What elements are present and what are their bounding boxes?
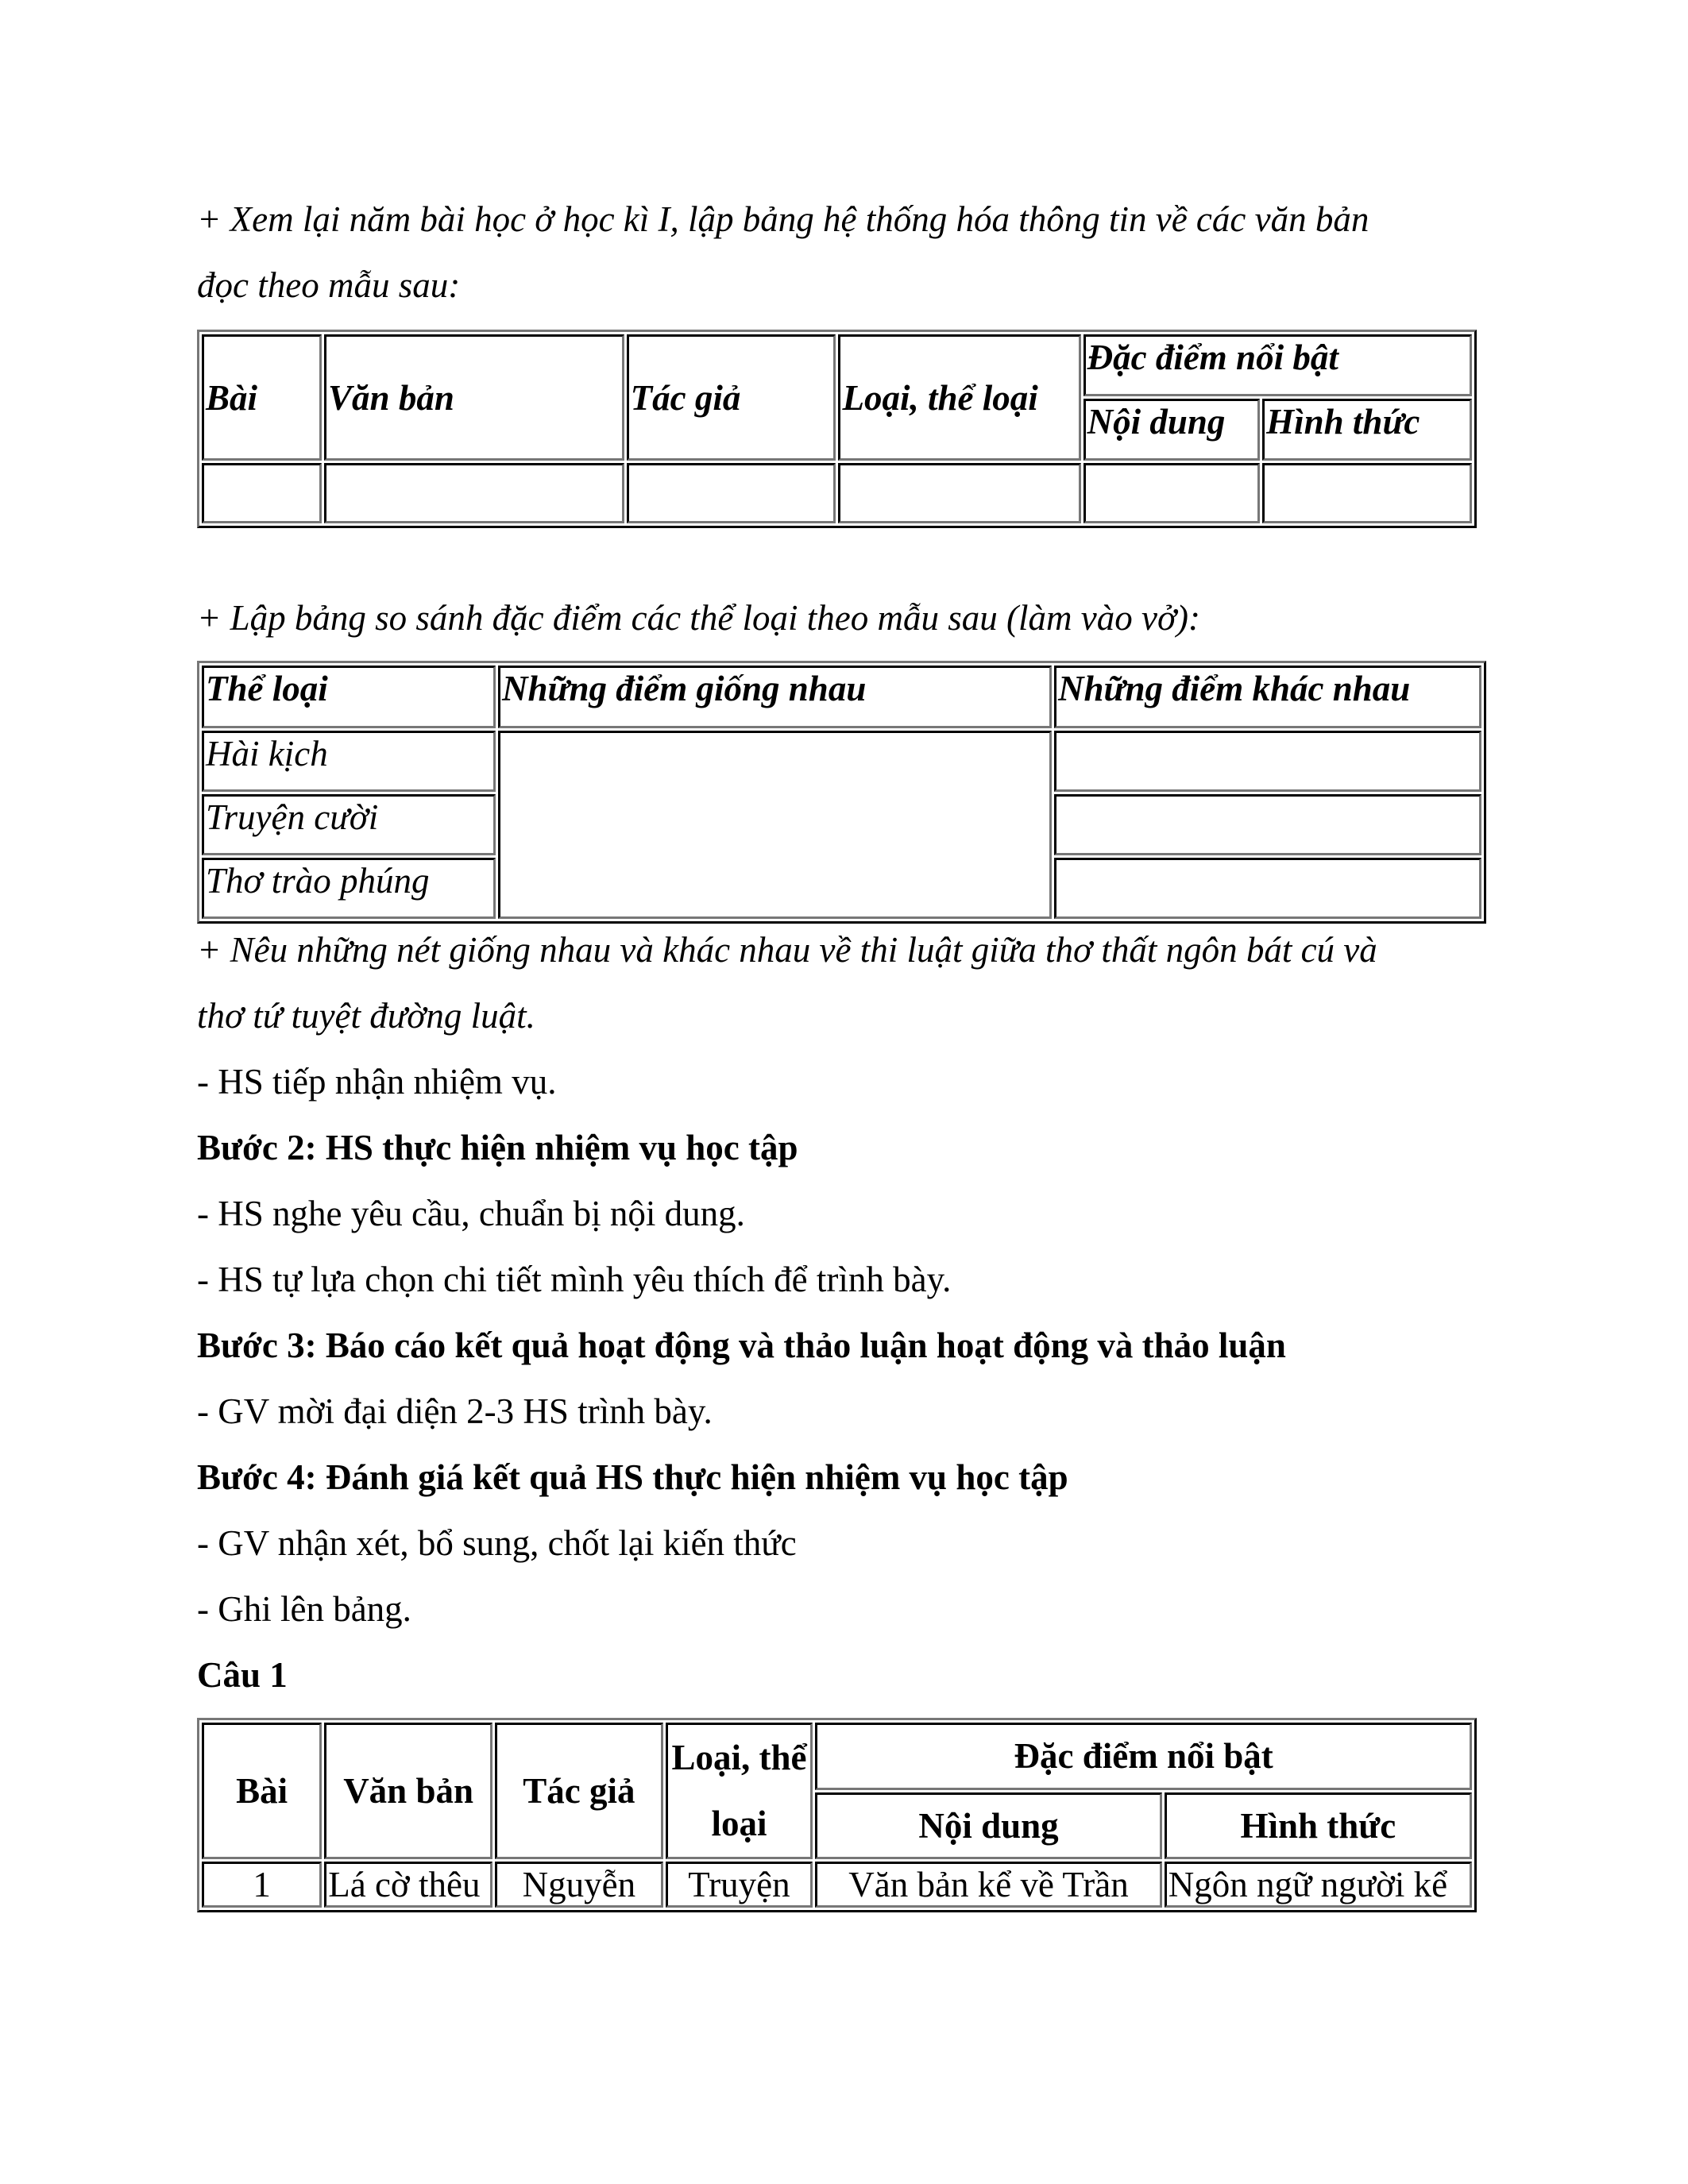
task-line-2: thơ tứ tuyệt đường luật. [197,996,535,1036]
cell-difference [1054,731,1481,792]
step-4-heading: Bước 4: Đánh giá kết quả HS thực hiện nhiệm vụ học tập [197,1457,1068,1497]
cell-tac-gia [627,463,836,523]
cell-difference [1054,794,1481,855]
header-tac-gia: Tác giả [495,1723,663,1859]
compare-intro: + Lập bảng so sánh đặc điểm các thể loại theo mẫu sau (làm vào vở): [197,598,1200,638]
cell-similarities [498,731,1052,919]
answer-table [197,1718,1477,1912]
header-giong-nhau: Những điểm giống nhau [498,666,1052,728]
step-text: - HS nghe yêu cầu, chuẩn bị nội dung. [197,1194,745,1233]
cell-difference [1054,858,1481,919]
question-1-heading: Câu 1 [197,1655,288,1695]
header-khac-nhau: Những điểm khác nhau [1054,666,1481,728]
cell-hinh-thuc [1262,463,1472,523]
header-dac-diem-noi-bat: Đặc điểm nổi bật [815,1723,1472,1790]
header-hinh-thuc: Hình thức [1165,1792,1472,1860]
cell-van-ban [324,463,624,523]
cell-bai: 1 [202,1862,322,1908]
header-bai: Bài [202,334,322,461]
header-tac-gia: Tác giả [627,334,836,461]
step-3-heading: Bước 3: Báo cáo kết quả hoạt động và thảo luận hoạt động và thảo luận [197,1325,1286,1365]
header-van-ban: Văn bản [324,334,624,461]
cell-hinh-thuc: Ngôn ngữ người kể [1165,1862,1472,1908]
genre-tho-trao-phung: Thơ trào phúng [202,858,496,919]
cell-noi-dung: Văn bản kể về Trần [815,1862,1162,1908]
header-the-loai: Thể loại [202,666,496,728]
task-line-1: + Nêu những nét giống nhau và khác nhau về thi luật giữa thơ thất ngôn bát cú và [197,930,1377,970]
cell-noi-dung [1083,463,1261,523]
step-text: - HS tiếp nhận nhiệm vụ. [197,1062,557,1102]
summary-template-table [197,330,1477,528]
intro-line-1: + Xem lại năm bài học ở học kì I, lập bảng hệ thống hóa thông tin về các văn bản [197,199,1369,239]
header-van-ban: Văn bản [324,1723,492,1859]
header-loai-the-loai: Loại, thể loại [666,1723,813,1859]
cell-loai: Truyện [666,1862,813,1908]
header-loai-the-loai: Loại, thể loại [838,334,1080,461]
step-2-heading: Bước 2: HS thực hiện nhiệm vụ học tập [197,1128,798,1167]
header-dac-diem-noi-bat: Đặc điểm nổi bật [1083,334,1472,396]
step-text: - GV nhận xét, bổ sung, chốt lại kiến thức [197,1523,797,1563]
step-text: - GV mời đại diện 2-3 HS trình bày. [197,1391,713,1431]
header-hinh-thuc: Hình thức [1262,399,1472,461]
cell-tac-gia: Nguyễn [495,1862,663,1908]
cell-loai [838,463,1080,523]
table-row [202,731,1481,792]
intro-line-2: đọc theo mẫu sau: [197,265,461,305]
table-row [202,1862,1472,1908]
header-noi-dung: Nội dung [1083,399,1261,461]
genre-truyen-cuoi: Truyện cười [202,794,496,855]
header-noi-dung: Nội dung [815,1792,1162,1860]
cell-bai [202,463,322,523]
header-bai: Bài [202,1723,322,1859]
genre-comparison-table [197,661,1486,924]
cell-van-ban: Lá cờ thêu [324,1862,492,1908]
table-row [202,463,1472,523]
step-text: - HS tự lựa chọn chi tiết mình yêu thích để trình bày. [197,1260,952,1299]
step-text: - Ghi lên bảng. [197,1589,411,1629]
genre-hai-kich: Hài kịch [202,731,496,792]
